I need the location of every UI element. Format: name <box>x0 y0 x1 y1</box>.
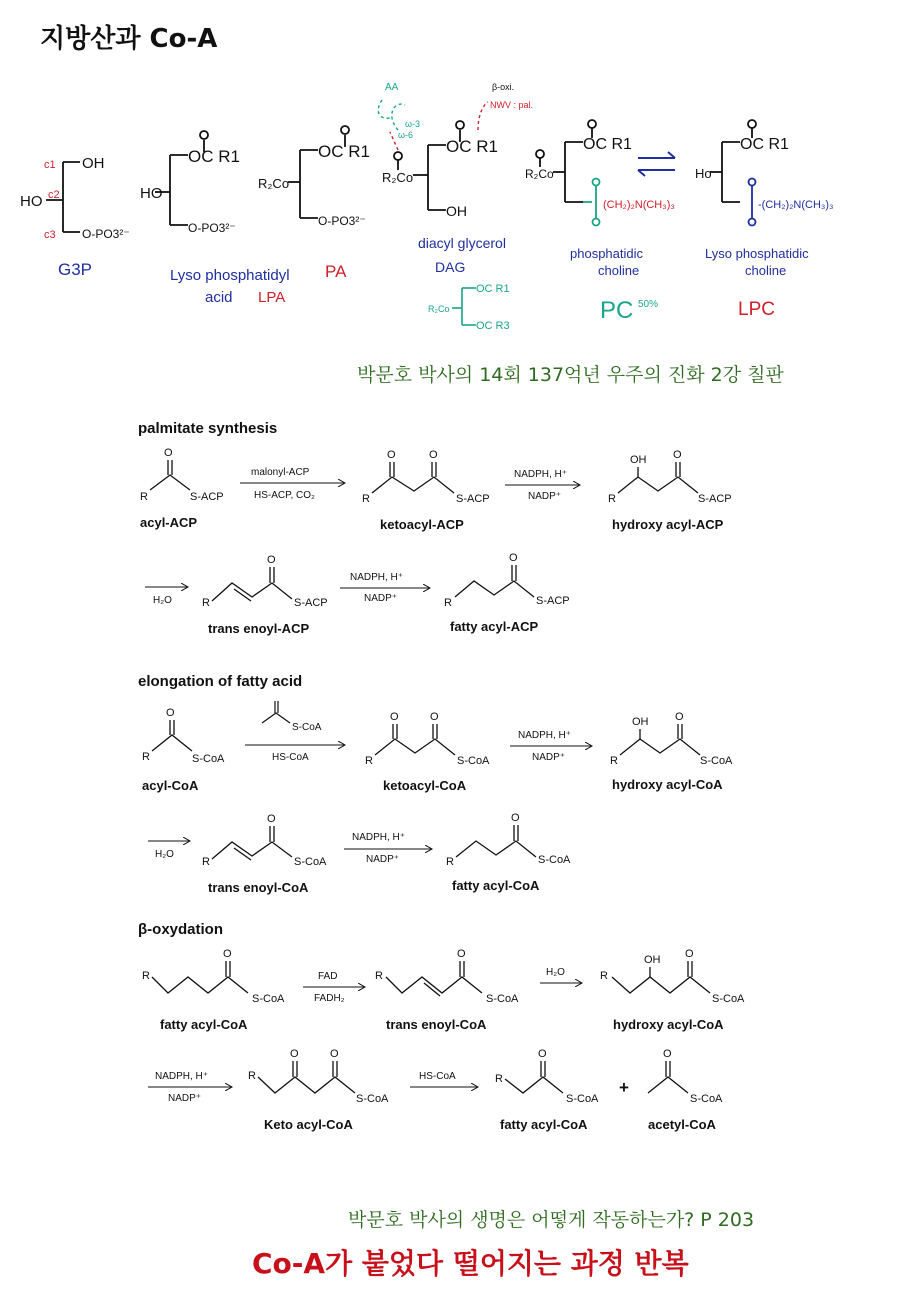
svg-text:S-CoA: S-CoA <box>566 1093 599 1105</box>
lecture-caption: 박문호 박사의 14회 137억년 우주의 진화 2강 칠판 <box>357 364 784 386</box>
svg-text:O: O <box>457 948 466 960</box>
svg-text:hydroxy acyl-CoA: hydroxy acyl-CoA <box>613 1017 724 1032</box>
svg-text:S-CoA: S-CoA <box>486 993 519 1005</box>
svg-text:diacyl glycerol: diacyl glycerol <box>418 235 506 251</box>
svg-text:R: R <box>362 493 370 505</box>
svg-text:fatty acyl-CoA: fatty acyl-CoA <box>452 878 540 893</box>
svg-text:O: O <box>387 449 396 461</box>
svg-text:O: O <box>429 449 438 461</box>
svg-text:acetyl-CoA: acetyl-CoA <box>648 1117 716 1132</box>
svg-text:FAD: FAD <box>318 971 338 982</box>
section-title-palmitate: palmitate synthesis <box>138 420 278 437</box>
svg-text:S-CoA: S-CoA <box>712 993 745 1005</box>
svg-text:50%: 50% <box>638 299 659 310</box>
svg-text:O: O <box>538 1048 547 1060</box>
svg-text:OH: OH <box>630 454 647 466</box>
lipid-notes-diagram <box>0 70 900 340</box>
svg-text:NADPH, H⁺: NADPH, H⁺ <box>518 730 572 741</box>
svg-text:FADH₂: FADH₂ <box>314 993 345 1004</box>
svg-text:S-CoA: S-CoA <box>192 753 225 765</box>
svg-text:S-CoA: S-CoA <box>292 722 322 733</box>
svg-text:β-oxi.: β-oxi. <box>492 82 515 92</box>
svg-text:Ho: Ho <box>695 166 712 181</box>
svg-text:NADP⁺: NADP⁺ <box>532 752 566 763</box>
svg-text:OH: OH <box>632 716 649 728</box>
svg-text:R₂Co: R₂Co <box>258 176 290 191</box>
svg-text:NADP⁺: NADP⁺ <box>364 593 398 604</box>
svg-text:HO: HO <box>20 193 43 210</box>
svg-text:PA: PA <box>325 262 347 281</box>
svg-text:S-CoA: S-CoA <box>294 856 327 868</box>
svg-text:OH: OH <box>644 954 661 966</box>
svg-text:O: O <box>390 711 399 723</box>
svg-text:H₂O: H₂O <box>153 595 172 606</box>
svg-text:LPA: LPA <box>258 289 286 306</box>
svg-text:R: R <box>365 755 373 767</box>
svg-text:acid: acid <box>205 289 233 306</box>
svg-text:OC R1: OC R1 <box>188 147 240 166</box>
svg-text:malonyl-ACP: malonyl-ACP <box>251 467 310 478</box>
svg-text:hydroxy acyl-CoA: hydroxy acyl-CoA <box>612 777 723 792</box>
svg-text:R: R <box>600 970 608 982</box>
svg-text:O: O <box>164 447 173 459</box>
svg-text:phosphatidic: phosphatidic <box>570 246 643 261</box>
svg-text:trans enoyl-ACP: trans enoyl-ACP <box>208 621 310 636</box>
svg-text:OC R3: OC R3 <box>476 320 510 332</box>
svg-text:O: O <box>267 813 276 825</box>
svg-text:(CH₂)₂N(CH₃)₃: (CH₂)₂N(CH₃)₃ <box>603 199 675 211</box>
svg-text:S-ACP: S-ACP <box>294 597 328 609</box>
svg-text:NADPH, H⁺: NADPH, H⁺ <box>155 1071 209 1082</box>
main-caption: Co-A가 붙었다 떨어지는 과정 반복 <box>252 1247 689 1280</box>
svg-text:NADPH, H⁺: NADPH, H⁺ <box>352 832 406 843</box>
svg-text:ω-3: ω-3 <box>405 119 421 129</box>
svg-text:S-ACP: S-ACP <box>190 491 224 503</box>
svg-text:O: O <box>223 948 232 960</box>
svg-text:O-PO3²⁻: O-PO3²⁻ <box>188 221 236 235</box>
svg-text:R: R <box>142 970 150 982</box>
svg-text:Keto acyl-CoA: Keto acyl-CoA <box>264 1117 353 1132</box>
svg-text:OC R1: OC R1 <box>740 136 789 153</box>
svg-text:LPC: LPC <box>738 299 775 320</box>
svg-text:R: R <box>248 1070 256 1082</box>
svg-text:R: R <box>610 755 618 767</box>
svg-text:O: O <box>685 948 694 960</box>
svg-text:O: O <box>663 1048 672 1060</box>
svg-text:O: O <box>166 707 175 719</box>
svg-text:O-PO3²⁻: O-PO3²⁻ <box>318 214 366 228</box>
svg-text:R₂Co: R₂Co <box>382 170 414 185</box>
svg-text:HO: HO <box>140 185 163 202</box>
page-title: 지방산과 Co-A <box>40 24 218 54</box>
svg-text:trans enoyl-CoA: trans enoyl-CoA <box>386 1017 487 1032</box>
svg-text:O: O <box>430 711 439 723</box>
svg-text:R: R <box>202 597 210 609</box>
svg-text:OH: OH <box>82 155 105 172</box>
svg-text:NWV : pal.: NWV : pal. <box>490 100 534 110</box>
svg-text:R: R <box>608 493 616 505</box>
svg-text:R: R <box>202 856 210 868</box>
svg-text:OH: OH <box>446 203 467 219</box>
svg-text:O-PO3²⁻: O-PO3²⁻ <box>82 227 130 241</box>
svg-text:NADP⁺: NADP⁺ <box>168 1093 202 1104</box>
svg-text:c3: c3 <box>44 229 56 241</box>
svg-text:fatty acyl-CoA: fatty acyl-CoA <box>500 1117 588 1132</box>
svg-text:+: + <box>619 1078 629 1097</box>
svg-text:-(CH₂)₂N(CH₃)₃: -(CH₂)₂N(CH₃)₃ <box>758 199 834 211</box>
svg-text:HS-CoA: HS-CoA <box>272 752 309 763</box>
svg-text:acyl-ACP: acyl-ACP <box>140 515 198 530</box>
svg-text:ketoacyl-CoA: ketoacyl-CoA <box>383 778 467 793</box>
svg-text:NADPH, H⁺: NADPH, H⁺ <box>514 469 568 480</box>
svg-text:OC R1: OC R1 <box>583 136 632 153</box>
svg-text:O: O <box>673 449 682 461</box>
svg-text:fatty acyl-CoA: fatty acyl-CoA <box>160 1017 248 1032</box>
svg-text:S-CoA: S-CoA <box>690 1093 723 1105</box>
svg-text:R: R <box>142 751 150 763</box>
svg-text:S-CoA: S-CoA <box>356 1093 389 1105</box>
svg-text:hydroxy acyl-ACP: hydroxy acyl-ACP <box>612 517 724 532</box>
svg-text:O: O <box>509 552 518 564</box>
svg-text:R: R <box>495 1073 503 1085</box>
book-caption: 박문호 박사의 생명은 어떻게 작동하는가? P 203 <box>348 1209 755 1231</box>
svg-text:choline: choline <box>598 263 640 278</box>
svg-text:G3P: G3P <box>58 260 93 279</box>
section-title-elongation: elongation of fatty acid <box>138 673 303 690</box>
reaction-scheme <box>0 405 900 1165</box>
svg-text:HS-ACP, CO₂: HS-ACP, CO₂ <box>254 490 315 501</box>
svg-text:R: R <box>375 970 383 982</box>
svg-text:OC R1: OC R1 <box>446 137 498 156</box>
svg-text:S-CoA: S-CoA <box>457 755 490 767</box>
svg-text:HS-CoA: HS-CoA <box>419 1071 456 1082</box>
svg-text:R₂Co: R₂Co <box>428 304 450 314</box>
svg-text:R₂Co: R₂Co <box>525 167 554 181</box>
svg-text:fatty acyl-ACP: fatty acyl-ACP <box>450 619 539 634</box>
svg-text:S-CoA: S-CoA <box>538 854 571 866</box>
svg-text:c1: c1 <box>44 159 56 171</box>
svg-text:Lyso phosphatidic: Lyso phosphatidic <box>705 246 809 261</box>
svg-text:NADPH, H⁺: NADPH, H⁺ <box>350 572 404 583</box>
svg-text:choline: choline <box>745 263 787 278</box>
section-title-beta: β-oxydation <box>138 921 223 938</box>
svg-text:S-CoA: S-CoA <box>252 993 285 1005</box>
svg-text:NADP⁺: NADP⁺ <box>366 854 400 865</box>
svg-text:H₂O: H₂O <box>546 967 565 978</box>
svg-text:PC: PC <box>600 297 634 324</box>
svg-text:R: R <box>140 491 148 503</box>
svg-text:DAG: DAG <box>435 259 466 275</box>
svg-text:S-ACP: S-ACP <box>536 595 570 607</box>
svg-text:c2: c2 <box>48 189 60 201</box>
svg-text:acyl-CoA: acyl-CoA <box>142 778 199 793</box>
svg-text:S-ACP: S-ACP <box>456 493 490 505</box>
svg-text:ω-6: ω-6 <box>398 130 414 140</box>
svg-text:R: R <box>446 856 454 868</box>
svg-text:O: O <box>290 1048 299 1060</box>
svg-text:O: O <box>511 812 520 824</box>
svg-text:R: R <box>444 597 452 609</box>
svg-text:O: O <box>267 554 276 566</box>
svg-text:trans enoyl-CoA: trans enoyl-CoA <box>208 880 309 895</box>
svg-text:O: O <box>330 1048 339 1060</box>
svg-text:AA: AA <box>385 82 399 93</box>
svg-text:OC R1: OC R1 <box>318 142 370 161</box>
svg-text:S-CoA: S-CoA <box>700 755 733 767</box>
svg-text:Lyso phosphatidyl: Lyso phosphatidyl <box>170 267 290 284</box>
svg-text:H₂O: H₂O <box>155 849 174 860</box>
svg-text:OC R1: OC R1 <box>476 283 510 295</box>
svg-text:S-ACP: S-ACP <box>698 493 732 505</box>
svg-text:ketoacyl-ACP: ketoacyl-ACP <box>380 517 464 532</box>
svg-text:O: O <box>675 711 684 723</box>
svg-text:NADP⁺: NADP⁺ <box>528 491 562 502</box>
